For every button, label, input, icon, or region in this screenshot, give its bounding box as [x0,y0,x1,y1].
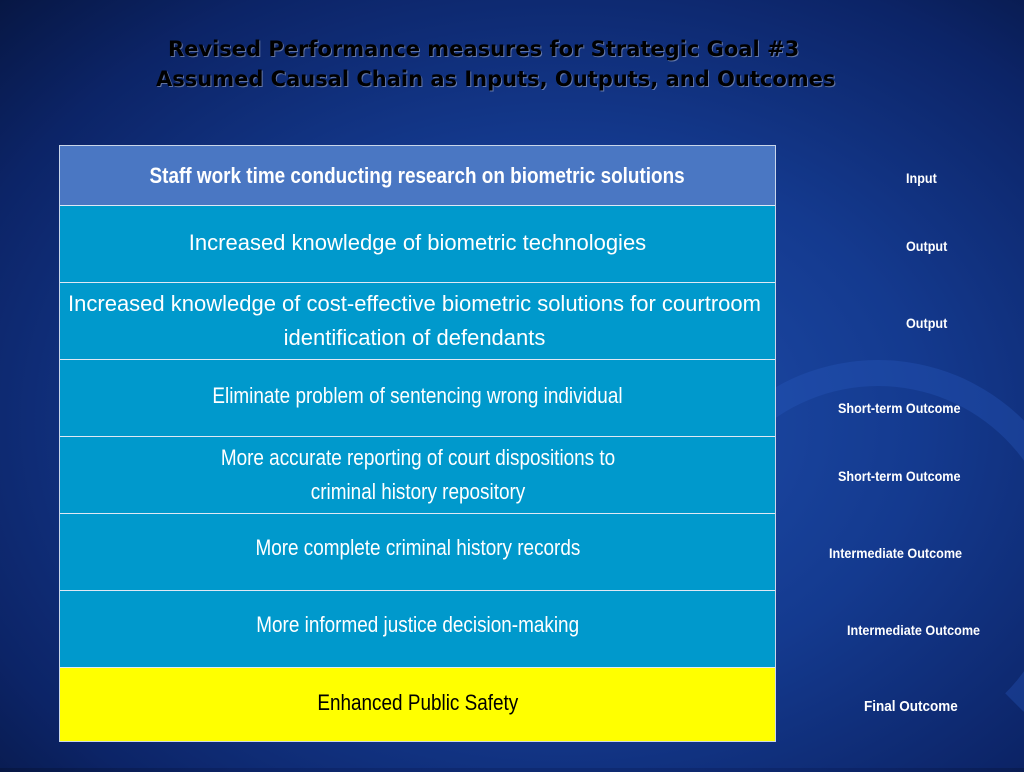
causal-chain-diagram [59,145,776,742]
chain-step-short-term-2 [60,437,775,514]
chain-step-text: More accurate reporting of court dispositions to criminal history repository [220,445,615,504]
chain-step-intermediate-1 [60,514,775,591]
label-short-term-1: Short-term Outcome [838,400,961,416]
chain-step-input [60,146,775,206]
label-intermediate-1: Intermediate Outcome [829,545,963,561]
label-final: Final Outcome [864,698,958,715]
label-short-term-2: Short-term Outcome [838,468,961,484]
chain-step-intermediate-2 [60,591,775,668]
label-input: Input [906,170,937,186]
label-output-2: Output [906,315,948,331]
chain-step-output-2 [60,283,775,360]
label-output-1: Output [906,238,948,254]
chain-step-final [60,668,775,741]
chain-step-text: More informed justice decision-making [256,612,579,637]
chain-step-text: Enhanced Public Safety [317,689,518,715]
chain-step-text: Increased knowledge of biometric technologies [188,230,647,255]
chain-step-output-1 [60,206,775,283]
chain-step-text: Increased knowledge of cost-effective biometric solutions for courtroom identification of defendants [68,291,761,350]
chain-step-short-term-1 [60,360,775,437]
chain-step-text: Staff work time conducting research on biometric solutions [149,162,686,188]
slide-title [156,34,976,94]
title-line-2: Assumed Causal Chain as Inputs, Outputs, and Outcomes [156,67,836,91]
title-line-1: Revised Performance measures for Strategic Goal #3 [168,37,800,61]
label-intermediate-2: Intermediate Outcome [847,622,981,638]
chain-step-text: Eliminate problem of sentencing wrong individual [212,383,623,408]
chain-step-text: More complete criminal history records [255,535,580,560]
